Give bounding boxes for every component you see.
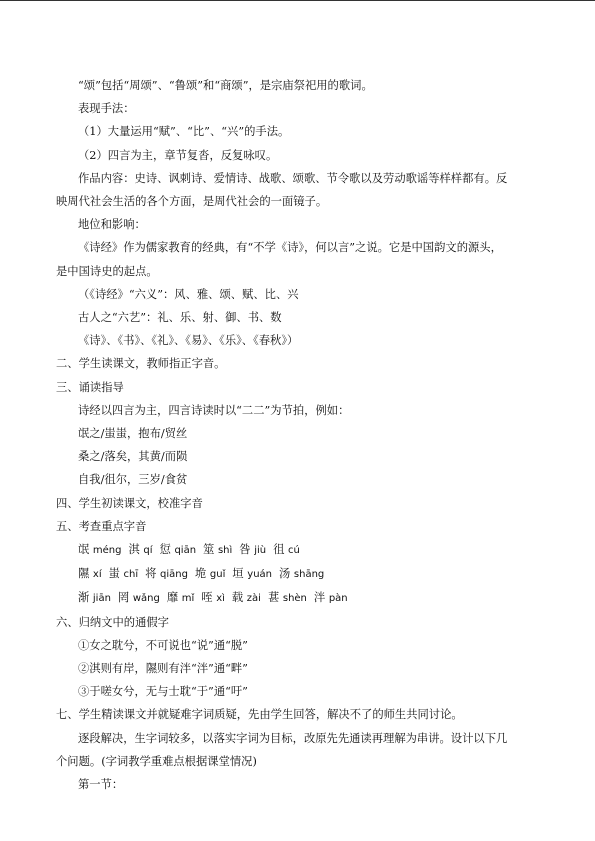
pinyin-reading: xí — [92, 569, 102, 581]
pinyin-reading: jiān — [92, 593, 111, 605]
pinyin-character: 汤 — [279, 567, 291, 581]
pinyin-character: 咥 — [201, 591, 213, 605]
text-line: 自我/徂尔，三岁/食贫 — [78, 473, 188, 487]
pinyin-character: 垝 — [195, 567, 207, 581]
text-block-after — [56, 611, 538, 797]
pinyin-character: 淇 — [128, 543, 140, 557]
pinyin-character: 氓 — [78, 543, 90, 557]
pinyin-character: 隰 — [78, 567, 90, 581]
pinyin-character: 泮 — [313, 591, 326, 605]
text-line: （《诗经》“六义”：风、雅、颂、赋、比、兴 — [78, 287, 299, 301]
pinyin-block — [56, 538, 538, 611]
pinyin-reading: méng — [92, 545, 122, 557]
pinyin-reading: jiù — [254, 545, 267, 557]
top-border-line — [0, 0, 595, 1]
text-line: 是中国诗史的起点。 — [56, 264, 158, 278]
pinyin-character: 载 — [231, 591, 244, 605]
text-line: 五、考查重点字音 — [56, 519, 147, 533]
pinyin-reading: xì — [216, 593, 225, 605]
pinyin-character: 葚 — [267, 591, 280, 605]
text-line: 第一节： — [78, 778, 124, 792]
pinyin-reading: pàn — [328, 593, 348, 605]
pinyin-reading: guǐ — [209, 569, 226, 581]
text-line: 表现手法： — [78, 102, 135, 116]
pinyin-reading: qiāng — [160, 569, 188, 581]
text-line: 四、学生初读课文，校准字音 — [56, 496, 203, 510]
pinyin-reading: yuán — [247, 569, 273, 581]
text-line: 逐段解决，生字词较多，以落实字词为目标，改原先先通读再理解为串讲。设计以下几 — [78, 731, 508, 745]
document-body — [56, 74, 538, 796]
pinyin-character: 渐 — [78, 591, 90, 605]
text-line: 桑之/落矣，其黄/而陨 — [78, 450, 188, 464]
text-line: ③于嗟女兮，无与士耽“于”通“吁” — [78, 685, 248, 699]
pinyin-reading: shèn — [282, 593, 307, 605]
text-line: 诗经以四言为主，四言诗读时以“二二”为节拍，例如： — [78, 403, 350, 417]
text-line: 三、诵读指导 — [56, 380, 124, 394]
pinyin-reading: wǎng — [132, 593, 160, 605]
pinyin-row — [56, 562, 538, 586]
text-line: 个问题。(字词教学重难点根据课堂情况) — [56, 754, 257, 768]
pinyin-reading: cú — [288, 545, 300, 557]
text-line: “颂”包括“周颂”、“鲁颂”和“商颂”，是宗庙祭祀用的歌词。 — [78, 79, 373, 92]
text-line: ②淇则有岸，隰则有泮“泮”通“畔” — [78, 662, 248, 676]
pinyin-reading: chī — [123, 569, 139, 581]
text-line: （1）大量运用“赋”、“比”、“兴”的手法。 — [78, 125, 290, 139]
text-line: 七、学生精读课文并就疑难字词质疑，先由学生回答，解决不了的师生共同讨论。 — [56, 708, 463, 722]
text-line: 《诗》、《书》、《礼》、《易》、《乐》、《春秋》） — [78, 334, 299, 348]
text-line: 六、归纳文中的通假字 — [56, 615, 169, 629]
pinyin-reading: mǐ — [181, 593, 195, 605]
pinyin-row — [56, 586, 538, 610]
pinyin-reading: shāng — [293, 569, 325, 581]
text-block-before — [56, 74, 538, 538]
pinyin-character: 咎 — [239, 543, 251, 557]
text-line: （2）四言为主，章节复沓，反复咏叹。 — [78, 148, 278, 162]
pinyin-character: 将 — [145, 567, 157, 581]
pinyin-character: 蚩 — [108, 567, 120, 581]
pinyin-character: 靡 — [166, 591, 179, 605]
text-line: 《诗经》作为儒家教育的经典，有“不学《诗》，何以言”之说。它是中国韵文的源头， — [78, 241, 502, 255]
pinyin-character: 垣 — [232, 567, 244, 581]
text-line: 二、学生读课文，教师指正字音。 — [56, 357, 226, 371]
pinyin-row — [56, 538, 538, 562]
pinyin-reading: qiān — [174, 545, 197, 557]
text-line: ①女之耽兮，不可说也“说”通“脱” — [78, 638, 248, 652]
pinyin-character: 徂 — [273, 543, 285, 557]
pinyin-character: 愆 — [159, 543, 171, 557]
text-line: 古人之“六艺”：礼、乐、射、御、书、数 — [78, 311, 282, 325]
pinyin-character: 筮 — [203, 543, 215, 557]
pinyin-reading: shì — [217, 545, 233, 557]
text-line: 氓之/蚩蚩，抱布/贸丝 — [78, 427, 188, 441]
pinyin-reading: zài — [246, 593, 261, 605]
pinyin-character: 罔 — [117, 591, 130, 605]
text-line: 映周代社会生活的各个方面，是周代社会的一面镜子。 — [56, 195, 328, 209]
pinyin-reading: qí — [143, 545, 153, 557]
text-line: 作品内容：史诗、讽刺诗、爱情诗、战歌、颂歌、节令歌以及劳动歌谣等样样都有。反 — [78, 171, 508, 185]
text-line: 地位和影响： — [78, 218, 146, 232]
